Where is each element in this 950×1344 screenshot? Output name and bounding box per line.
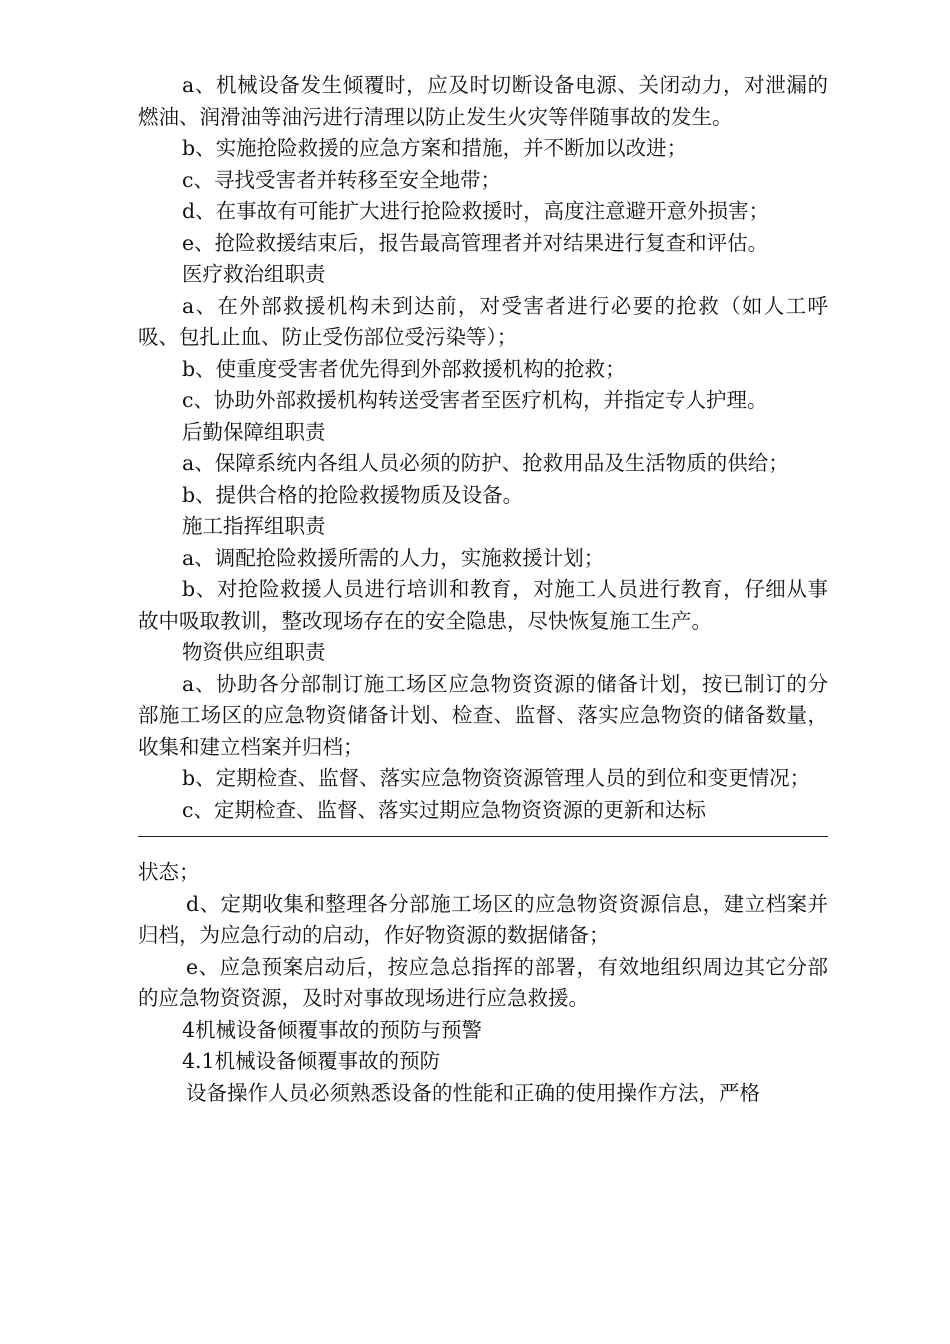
paragraph: a、保障系统内各组人员必须的防护、抢救用品及生活物质的供给； [182, 451, 789, 475]
paragraph: b、提供合格的抢险救援物质及设备。 [182, 482, 524, 507]
paragraph: b、对抢险救援人员进行培训和教育，对施工人员进行教育，仔细从事故中吸取教训，整改现场存在的安全隐患，尽快恢复施工生产。 [138, 577, 828, 633]
section-after-rule [138, 857, 828, 1109]
paragraph: b、使重度受害者优先得到外部救援机构的抢救； [182, 356, 626, 381]
paragraph: d、定期收集和整理各分部施工场区的应急物资资源信息，建立档案并归档，为应急行动的启动，作好物资源的数据储备； [138, 891, 828, 947]
paragraph: a、在外部救援机构未到达前，对受害者进行必要的抢救（如人工呼吸、包扎止血、防止受伤部位受污染等）； [138, 293, 828, 349]
paragraph: c、协助外部救援机构转送受害者至医疗机构，并指定专人护理。 [182, 388, 768, 412]
paragraph: b、定期检查、监督、落实应急物资资源管理人员的到位和变更情况； [182, 766, 811, 790]
paragraph: b、实施抢险救援的应急方案和措施，并不断加以改进； [182, 136, 688, 160]
page-divider [138, 836, 828, 837]
paragraph: a、调配抢险救援所需的人力，实施救援计划； [182, 545, 605, 570]
paragraph: 医疗救治组职责 [182, 262, 326, 286]
paragraph: 设备操作人员必须熟悉设备的性能和正确的使用操作方法，严格 [186, 1080, 760, 1105]
document-page [138, 70, 828, 1109]
paragraph: a、机械设备发生倾覆时，应及时切断设备电源、关闭动力，对泄漏的燃油、润滑油等油污进行清理以防止发生火灾等伴随事故的发生。 [138, 73, 828, 129]
paragraph: 后勤保障组职责 [182, 419, 326, 444]
paragraph: 施工指挥组职责 [182, 514, 326, 538]
paragraph: d、在事故有可能扩大进行抢险救援时，高度注意避开意外损害； [182, 199, 770, 223]
paragraph: 物资供应组职责 [182, 640, 326, 664]
paragraph: 4.1机械设备倾覆事故的预防 [182, 1049, 441, 1073]
paragraph: 状态； [138, 860, 200, 884]
paragraph: a、协助各分部制订施工场区应急物资资源的储备计划，按已制订的分部施工场区的应急物资储备计划、检查、监督、落实应急物资的储备数量，收集和建立档案并归档； [138, 671, 828, 759]
paragraph: c、定期检查、监督、落实过期应急物资资源的更新和达标 [182, 797, 706, 822]
section-before-rule [138, 70, 828, 826]
paragraph: c、寻找受害者并转移至安全地带； [182, 167, 501, 192]
paragraph: e、抢险救援结束后，报告最高管理者并对结果进行复查和评估。 [182, 230, 769, 255]
paragraph: 4机械设备倾覆事故的预防与预警 [182, 1017, 483, 1042]
paragraph: e、应急预案启动后，按应急总指挥的部署，有效地组织周边其它分部的应急物资资源，及时对事故现场进行应急救援。 [138, 954, 828, 1010]
